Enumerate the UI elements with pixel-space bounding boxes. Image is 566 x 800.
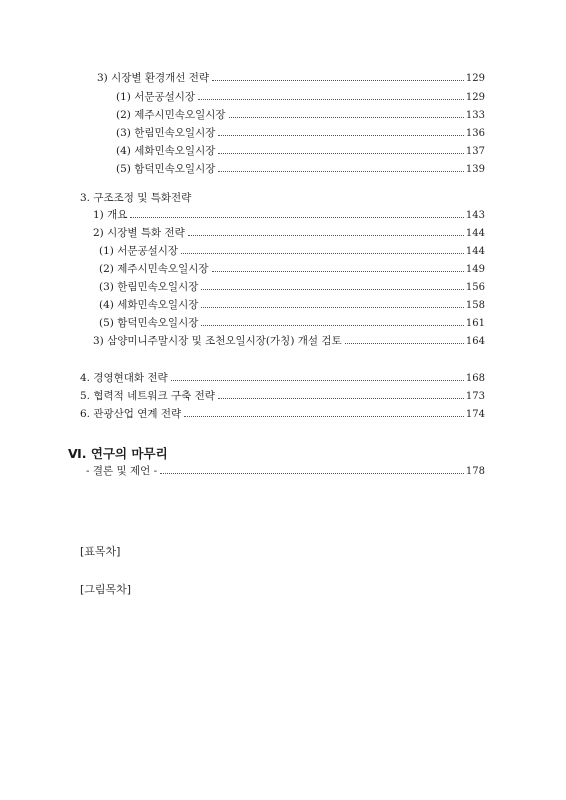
chapter-title: Ⅵ. 연구의 마무리 [68, 446, 168, 461]
dot-leader [212, 271, 464, 272]
toc-entry-label: - 결론 및 제언 - [86, 465, 158, 477]
dot-leader [229, 117, 464, 118]
dot-leader [181, 253, 464, 254]
toc-entry-label: 4. 경영현대화 전략 [80, 372, 168, 384]
section-title: 3. 구조조정 및 특화전략 [80, 192, 192, 204]
toc-entry-page: 168 [465, 373, 485, 384]
dot-leader [218, 135, 464, 136]
toc-entry-label: (2) 제주시민속오일시장 [99, 263, 209, 275]
dot-leader [345, 343, 464, 344]
toc-entry-page: 158 [465, 300, 485, 311]
toc-entry-label: 3) 삼양미니주말시장 및 조천오일시장(가칭) 개설 검토 [93, 335, 342, 347]
toc-entry-page: 144 [465, 228, 485, 239]
toc-entry-page: 137 [465, 146, 485, 157]
toc-entry[interactable] [99, 262, 485, 277]
toc-entry-label: 2) 시장별 특화 전략 [93, 227, 185, 239]
dot-leader [212, 80, 464, 81]
dot-leader [218, 171, 464, 172]
toc-entry-label: 6. 관광산업 연계 전략 [80, 408, 182, 420]
dot-leader [218, 153, 464, 154]
toc-entry-page: 129 [465, 73, 485, 84]
toc-entry-page: 161 [465, 318, 485, 329]
toc-entry-page: 144 [465, 246, 485, 257]
toc-entry[interactable] [116, 108, 485, 123]
toc-entry[interactable] [80, 389, 485, 404]
toc-entry-page: 129 [465, 92, 485, 103]
toc-entry-label: (5) 함덕민속오일시장 [99, 317, 199, 329]
toc-entry[interactable] [93, 208, 485, 223]
toc-entry-label: (2) 제주시민속오일시장 [116, 109, 226, 121]
toc-entry-page: 173 [465, 391, 485, 402]
toc-entry-label: (4) 세화민속오일시장 [116, 145, 216, 157]
dot-leader [188, 235, 464, 236]
toc-entry-label: (3) 한림민속오일시장 [99, 281, 199, 293]
toc-entry-label: (1) 서문공설시장 [116, 91, 196, 103]
toc-entry-label: (1) 서문공설시장 [99, 245, 179, 257]
toc-entry[interactable] [116, 126, 485, 141]
toc-entry[interactable] [116, 144, 485, 159]
toc-entry-page: 156 [465, 282, 485, 293]
dot-leader [160, 473, 464, 474]
toc-entry[interactable] [116, 90, 485, 105]
toc-entry[interactable] [86, 464, 485, 479]
toc-entry[interactable] [80, 371, 485, 386]
dot-leader [201, 325, 464, 326]
toc-entry-page: 143 [465, 210, 485, 221]
dot-leader [171, 380, 464, 381]
toc-entry[interactable] [99, 298, 485, 313]
toc-entry-page: 164 [465, 336, 485, 347]
toc-entry[interactable] [116, 162, 485, 177]
dot-leader [198, 99, 464, 100]
toc-entry-page: 178 [465, 466, 485, 477]
toc-entry[interactable] [99, 280, 485, 295]
toc-entry[interactable] [99, 244, 485, 259]
toc-entry[interactable] [93, 334, 485, 349]
dot-leader [201, 307, 464, 308]
toc-entry-label: (5) 함덕민속오일시장 [116, 163, 216, 175]
toc-entry-page: 136 [465, 128, 485, 139]
figure-list-link[interactable]: [그림목차] [80, 583, 132, 596]
toc-entry-page: 149 [465, 264, 485, 275]
dot-leader [201, 289, 464, 290]
toc-entry-label: 5. 협력적 네트워크 구축 전략 [80, 390, 215, 402]
toc-entry-label: (4) 세화민속오일시장 [99, 299, 199, 311]
table-list-link[interactable]: [표목차] [80, 545, 121, 558]
toc-entry-page: 139 [465, 164, 485, 175]
toc-entry[interactable] [97, 71, 485, 86]
toc-entry-label: 1) 개요 [93, 209, 128, 221]
toc-entry-page: 133 [465, 110, 485, 121]
dot-leader [218, 398, 464, 399]
dot-leader [130, 217, 464, 218]
toc-entry-label: (3) 한림민속오일시장 [116, 127, 216, 139]
toc-entry[interactable] [80, 407, 485, 422]
toc-entry-label: 3) 시장별 환경개선 전략 [97, 72, 210, 84]
dot-leader [184, 416, 464, 417]
toc-entry-page: 174 [465, 409, 485, 420]
toc-entry[interactable] [99, 316, 485, 331]
toc-entry[interactable] [93, 226, 485, 241]
